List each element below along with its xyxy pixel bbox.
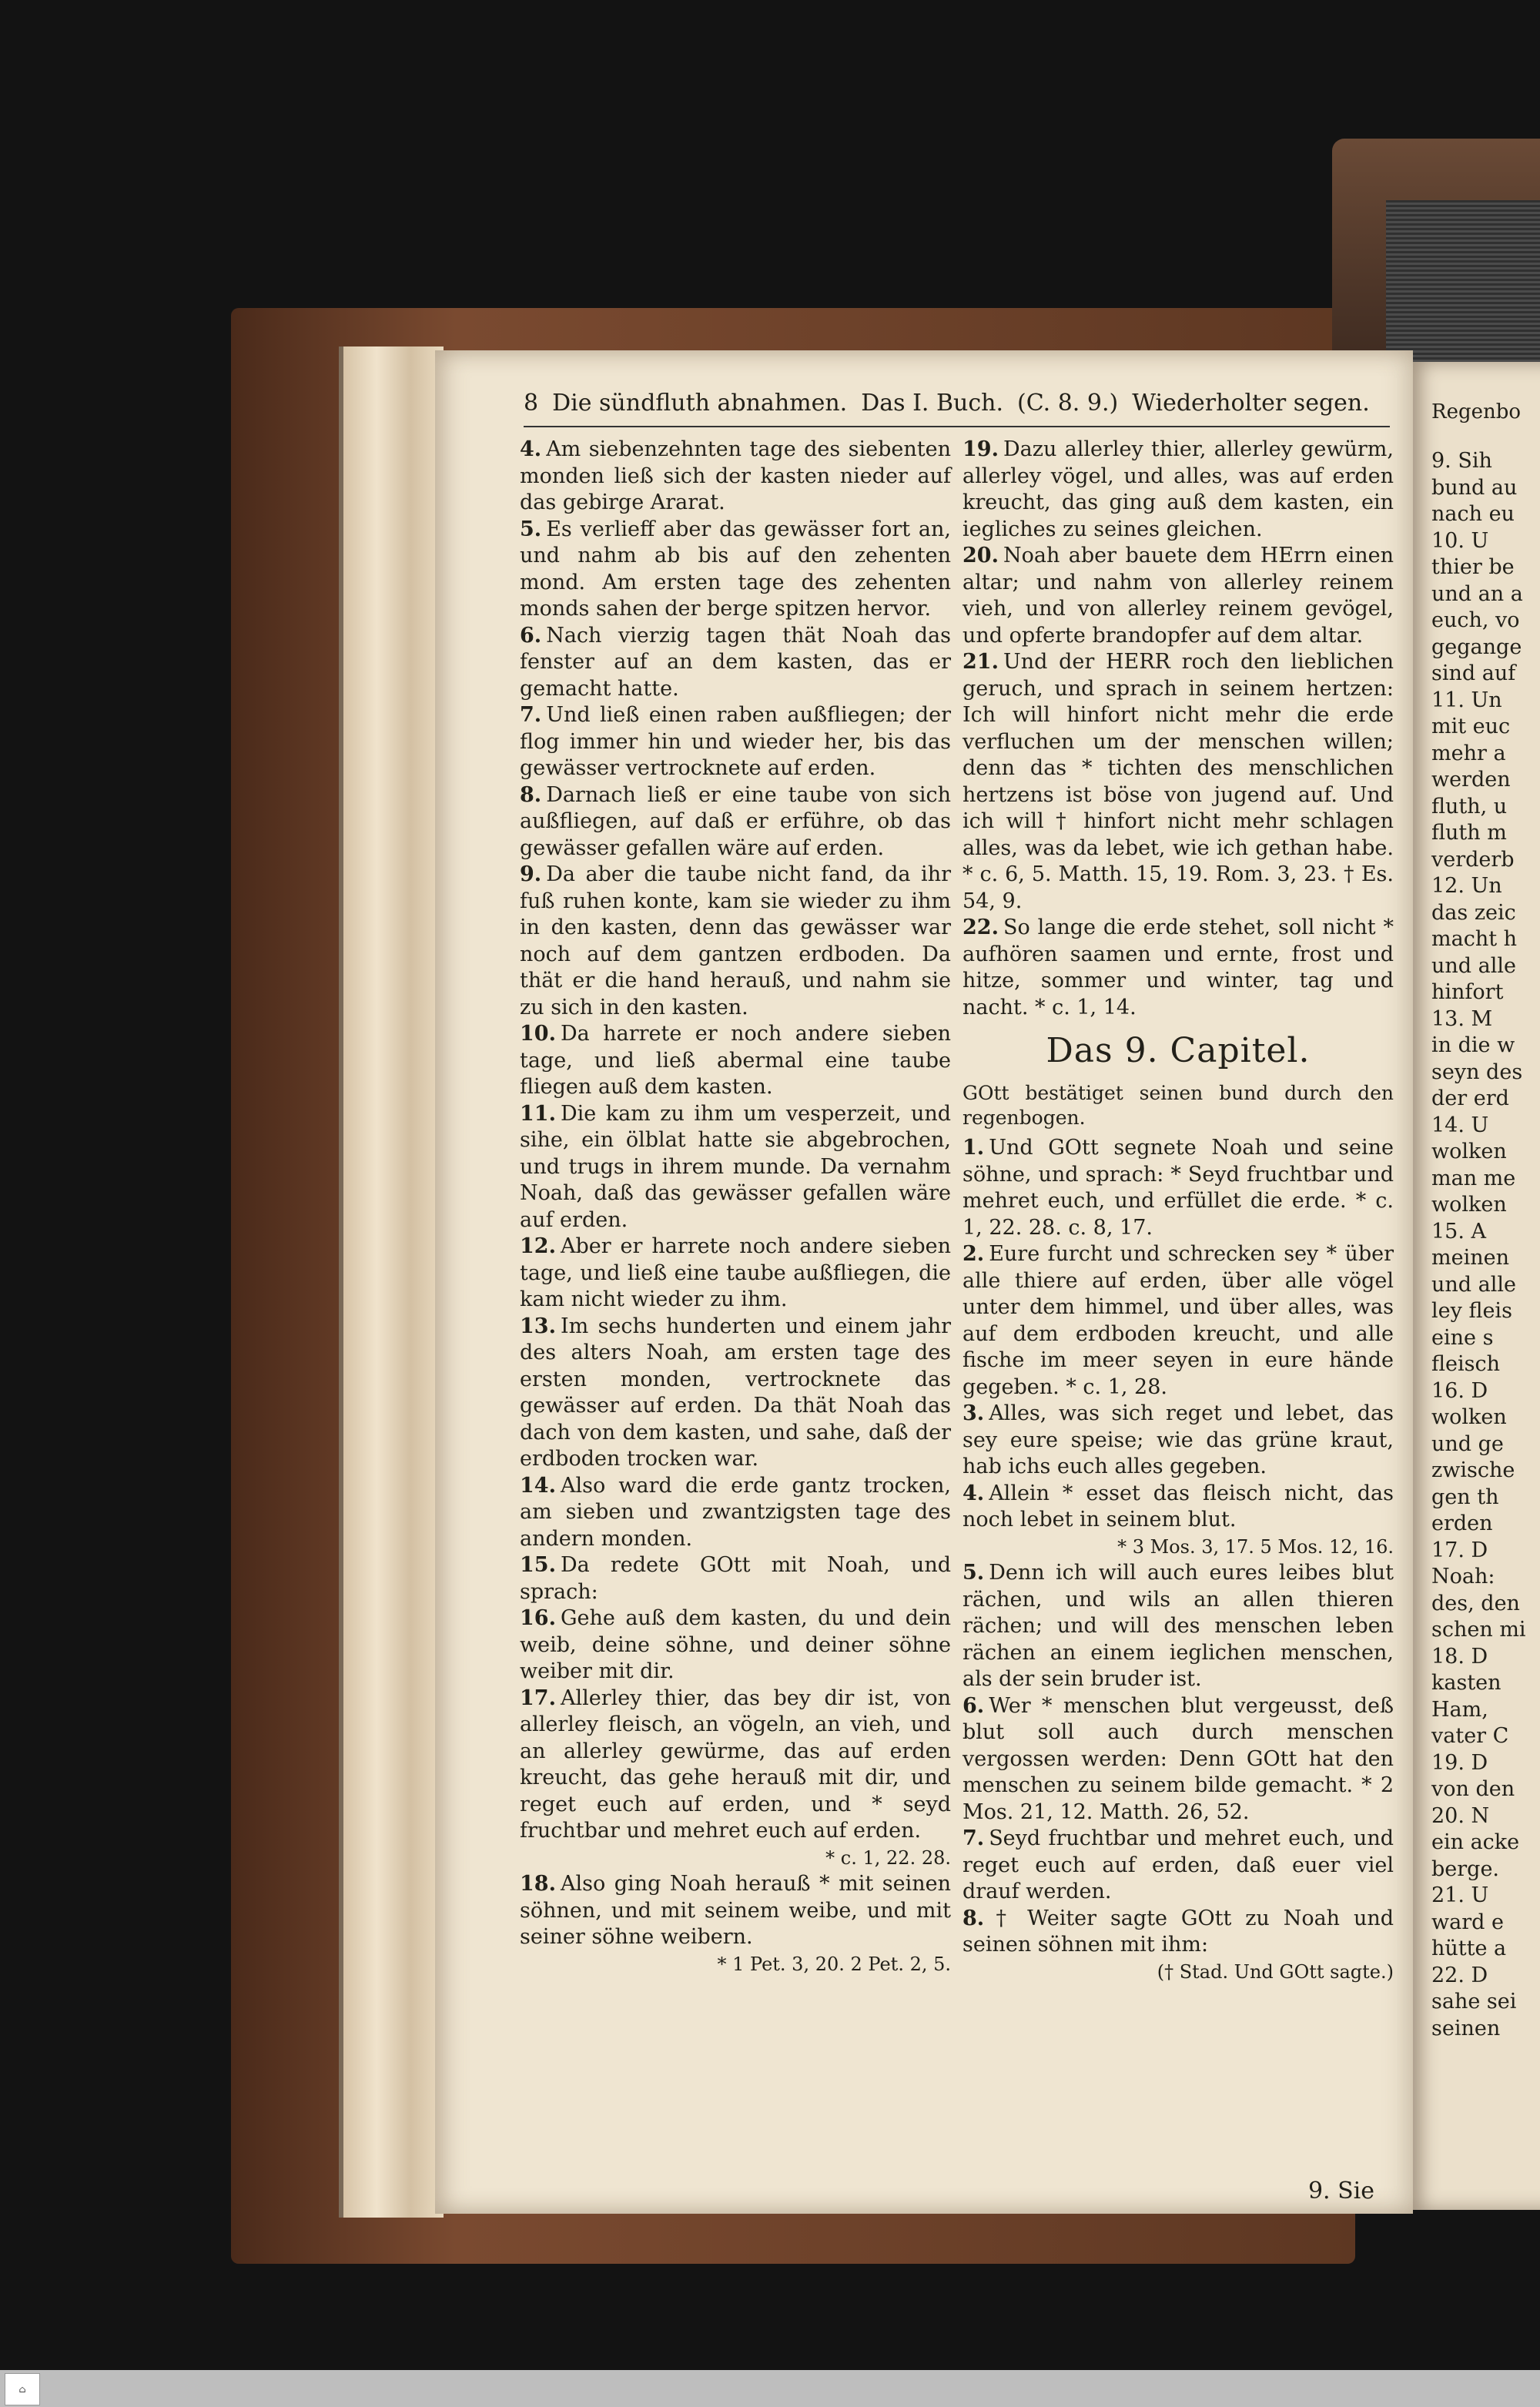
next-page-line: schen mi	[1431, 1618, 1526, 1642]
next-page-line: seyn des	[1431, 1060, 1523, 1084]
verse-number: 7.	[962, 1826, 985, 1850]
next-page-line: erden	[1431, 1511, 1493, 1535]
verse-number: 2.	[962, 1242, 985, 1266]
verse-number: 10.	[520, 1022, 556, 1046]
next-page-line: wolken	[1431, 1140, 1507, 1163]
next-page-line: von den	[1431, 1777, 1515, 1801]
verse-text: Und GOtt segnete Noah und seine söhne, und sprach: * Seyd fruchtbar und mehret euch, und erfüllet die erde. * c. 1, 22. 28. c. 8, 17.	[962, 1136, 1394, 1240]
verse	[962, 1135, 1394, 1241]
chapter-title: Das 9. Capitel.	[1046, 1031, 1311, 1070]
chapter-summary: GOtt bestätiget seinen bund durch den regenbogen.	[962, 1082, 1394, 1129]
verse-text: So lange die erde stehet, soll nicht * aufhören saamen und ernte, frost und hitze, sommer und winter, tag und nacht. * c. 1, 14.	[962, 916, 1394, 1019]
next-page-line: 11. Un	[1431, 688, 1502, 712]
next-page-line: seinen	[1431, 2016, 1501, 2040]
verse-text: † Weiter sagte GOtt zu Noah und seinen söhnen mit ihm:	[962, 1906, 1394, 1957]
catchword: 9. Sie	[1307, 2178, 1374, 2204]
verse-text: Gehe auß dem kasten, du und dein weib, deine söhne, und deiner söhne weiber mit dir.	[520, 1606, 951, 1683]
verse-text: Also ward die erde gantz trocken, am sieben und zwantzigsten tage des andern monden.	[520, 1473, 951, 1551]
next-page-line: thier be	[1431, 555, 1515, 579]
next-page-line: Ham,	[1431, 1697, 1488, 1722]
verse	[520, 782, 951, 862]
verse-number: 9.	[520, 862, 542, 886]
next-page-line: hinfort	[1431, 980, 1504, 1004]
next-page-line: 20. N	[1431, 1803, 1490, 1828]
verse	[962, 1481, 1394, 1534]
next-page-line: fluth m	[1431, 821, 1507, 845]
verse	[962, 915, 1394, 1021]
verse-number: 13.	[520, 1314, 556, 1338]
verse-text: Noah aber bauete dem HErrn einen altar; und nahm von allerley reinem vieh, und von allerley reinem gevögel, und opferte brandopfer auf dem altar.	[962, 544, 1394, 648]
next-page-line: mit euc	[1431, 715, 1511, 738]
running-header	[524, 381, 1390, 426]
verse-text: Wer * menschen blut vergeusst, deß blut soll auch durch menschen vergossen werden: Denn GOtt hat den menschen zu seinem bilde gemacht. * 2 Mos. 21, 12. Matth. 26, 52.	[962, 1693, 1394, 1824]
verse-number: 4.	[520, 437, 542, 461]
next-page-line: der erd	[1431, 1086, 1509, 1110]
verse-number: 1.	[962, 1136, 985, 1160]
verse-number: 5.	[520, 517, 542, 541]
verse-text: Da aber die taube nicht fand, da ihr fuß ruhen konte, kam sie wieder zu ihm in den kasten, denn das gewässer war noch auf dem gantzen erdboden. Da thät er die hand herauß, und nahm sie zu sich in den kasten.	[520, 862, 951, 1019]
verse	[520, 1686, 951, 1845]
next-page-header: Regenbo	[1431, 400, 1522, 423]
next-page-line: euch, vo	[1431, 608, 1520, 632]
next-page-line: 12. Un	[1431, 874, 1502, 898]
verse-number: 14.	[520, 1473, 556, 1498]
next-page-line: 22. D	[1431, 1963, 1488, 1987]
next-page-line: und alle	[1431, 953, 1516, 978]
verse-text: Alles, was sich reget und lebet, das sey eure speise; wie das grüne kraut, hab ichs euch alles gegeben.	[962, 1401, 1394, 1478]
verse	[520, 1101, 951, 1234]
next-page-partial	[1413, 362, 1540, 2210]
next-page-line: und an a	[1431, 581, 1523, 606]
verse-reference	[520, 1951, 951, 1978]
verse-text: Aber er harrete noch andere sieben tage, und ließ eine taube außfliegen, die kam nicht wieder zu ihm.	[520, 1234, 951, 1311]
verse	[520, 1552, 951, 1605]
verse-text: Und ließ einen raben außfliegen; der flog immer hin und wieder her, bis das gewässer vertrocknete auf erden.	[520, 703, 951, 780]
next-page-line: wolken	[1431, 1193, 1507, 1217]
verse-text: Nach vierzig tagen thät Noah das fenster auf an dem kasten, das er gemacht hatte.	[520, 623, 951, 701]
verse-text: Am siebenzehnten tage des siebenten monden ließ sich der kasten nieder auf das gebirge Ararat.	[520, 437, 951, 514]
verse-number: 12.	[520, 1234, 556, 1258]
next-page-line: mehr a	[1431, 741, 1506, 765]
verse-number: 6.	[962, 1693, 985, 1718]
next-page-line: man me	[1431, 1166, 1516, 1190]
verse	[520, 1314, 951, 1473]
verse-text: Dazu allerley thier, allerley gewürm, allerley vögel, und alles, was auf erden kreucht, das ging auß dem kasten, ein iegliches zu seines gleichen.	[962, 437, 1394, 541]
next-page-line: hütte a	[1431, 1937, 1507, 1960]
verse-text: Im sechs hunderten und einem jahr des alters Noah, am ersten tage des ersten monden, vertrocknete das gewässer auf erden. Da thät Noah das dach von dem kasten, und sahe, daß der erdboden trocken war.	[520, 1314, 951, 1471]
verse-number: 17.	[520, 1686, 556, 1710]
verse-text: Seyd fruchtbar und mehret euch, und reget euch auf erden, daß euer viel drauf werden.	[962, 1826, 1394, 1903]
next-page-line: ein acke	[1431, 1830, 1520, 1854]
next-page-line: 9. Sih	[1431, 449, 1492, 473]
library-logo-icon: ⌂	[5, 2373, 40, 2405]
verse-number: 8.	[520, 782, 542, 807]
verse-number: 21.	[962, 650, 999, 674]
next-page-line: fluth, u	[1431, 794, 1508, 819]
verse-text: Da redete GOtt mit Noah, und sprach:	[520, 1553, 951, 1604]
verses-chapter-9	[962, 1135, 1394, 1985]
verse-reference	[520, 1845, 951, 1872]
verse	[962, 543, 1394, 649]
verse	[520, 1871, 951, 1951]
verse-number: 7.	[520, 703, 542, 727]
verse	[520, 862, 951, 1021]
next-page-line: ward e	[1431, 1910, 1504, 1934]
verse-text: († Stad. Und GOtt sagte.)	[1157, 1960, 1394, 1983]
verse-number: 15.	[520, 1553, 556, 1577]
next-page-line: 15. A	[1431, 1219, 1487, 1244]
verse-text: * 3 Mos. 3, 17. 5 Mos. 12, 16.	[1117, 1535, 1394, 1558]
next-page-line: wolken	[1431, 1405, 1507, 1429]
verse-text: Darnach ließ er eine taube von sich außfliegen, auf daß er erführe, ob das gewässer gefallen wäre auf erden.	[520, 782, 951, 860]
verse	[962, 1906, 1394, 1959]
verse-text: Allein * esset das fleisch nicht, das noch lebet in seinem blut.	[962, 1481, 1394, 1532]
next-page-line: zwische	[1431, 1458, 1515, 1482]
next-page-line: Noah:	[1431, 1565, 1495, 1588]
verse-number: 8.	[962, 1906, 985, 1930]
verse	[520, 1021, 951, 1101]
next-page-line: 13. M	[1431, 1006, 1493, 1031]
header-topic: Wiederholter segen.	[1132, 390, 1370, 417]
next-page-line: des, den	[1431, 1591, 1520, 1615]
next-page-line: gegange	[1431, 634, 1522, 659]
next-page-line: 14. U	[1431, 1113, 1489, 1137]
verse-number: 16.	[520, 1606, 556, 1630]
verse-number: 22.	[962, 916, 999, 939]
verse-text: Da harrete er noch andere sieben tage, und ließ abermal eine taube fliegen auß dem kasten.	[520, 1022, 951, 1099]
verse-number: 11.	[520, 1101, 556, 1126]
verse	[962, 1241, 1394, 1401]
book-page	[435, 350, 1413, 2214]
verse	[520, 623, 951, 703]
verse	[520, 437, 951, 517]
next-page-line: sahe sei	[1431, 1990, 1517, 2014]
verse	[520, 702, 951, 782]
verse	[520, 1605, 951, 1686]
verse-number: 3.	[962, 1401, 985, 1425]
next-page-line: werden	[1431, 768, 1511, 792]
running-title: Die sündfluth abnahmen.	[552, 390, 848, 417]
verse	[520, 1234, 951, 1314]
book-title: Das I. Buch.	[861, 390, 1004, 417]
next-page-line: macht h	[1431, 927, 1518, 951]
verse	[962, 1826, 1394, 1906]
verse	[520, 1473, 951, 1553]
verse-text: Eure furcht und schrecken sey * über alle thiere auf erden, über alle vögel unter dem himmel, und über alles, was auf dem erdboden kreucht, und alle fische im meer seyen in eure hände gegeben. * c. 1, 28.	[962, 1242, 1394, 1399]
next-page-line: ley fleis	[1431, 1299, 1512, 1323]
verse	[962, 1560, 1394, 1693]
verse-text: Die kam zu ihm um vesperzeit, und sihe, ein ölblat hatte sie abgebrochen, und trugs in ihrem munde. Da vernahm Noah, daß das gewässer gefallen wäre auf erden.	[520, 1101, 951, 1232]
verse-text: * 1 Pet. 3, 20. 2 Pet. 2, 5.	[717, 1953, 951, 1975]
verse-reference	[962, 1959, 1394, 1986]
next-page-line: gen th	[1431, 1485, 1499, 1509]
verse-text: * c. 1, 22. 28.	[825, 1846, 951, 1869]
next-page-line: 17. D	[1431, 1538, 1488, 1562]
next-page-lines	[1431, 448, 1526, 2042]
verse-reference	[962, 1534, 1394, 1561]
right-column	[962, 437, 1394, 1985]
next-page-line: nach eu	[1431, 502, 1515, 526]
verse	[962, 1693, 1394, 1826]
chapter-ref: (C. 8. 9.)	[1017, 390, 1119, 417]
viewer-bottom-bar	[0, 2370, 1540, 2407]
page-number: 8	[524, 390, 539, 417]
verse-number: 6.	[520, 623, 542, 648]
header-rule	[524, 426, 1390, 427]
verse	[962, 649, 1394, 915]
next-page-line: fleisch	[1431, 1352, 1500, 1376]
verse-text: Es verlieff aber das gewässer fort an, und nahm ab bis auf den zehenten mond. Am ersten tage des zehenten monds sahen der berge spitzen hervor.	[520, 517, 951, 621]
verse	[962, 437, 1394, 543]
next-page-line: 21. U	[1431, 1883, 1489, 1907]
next-page-line: berge.	[1431, 1856, 1500, 1881]
verse-text: Und der HERR roch den lieblichen geruch, und sprach in seinem hertzen: Ich will hinfort nicht mehr die erde verfluchen um der menschen willen; denn das * tichten des menschlichen hertzens ist böse von jugend auf. Und ich will † hinfort nicht mehr schlagen alles, was da lebet, wie ich gethan habe. * c. 6, 5. Matth. 15, 19. Rom. 3, 23. † Es. 54, 9.	[962, 650, 1394, 913]
left-column	[520, 437, 951, 1977]
verse-number: 4.	[962, 1481, 985, 1505]
next-page-line: kasten	[1431, 1671, 1502, 1695]
left-page-edge	[339, 346, 444, 2218]
next-page-line: sind auf	[1431, 661, 1516, 685]
next-page-line: 19. D	[1431, 1750, 1488, 1775]
verse-number: 19.	[962, 437, 999, 461]
verse-text: Denn ich will auch eures leibes blut rächen, und wils an allen thieren rächen; und will des menschen leben rächen an einem ieglichen menschen, als der sein bruder ist.	[962, 1561, 1394, 1691]
next-page-line: und ge	[1431, 1431, 1504, 1456]
verses-chapter-8	[962, 437, 1394, 1021]
next-page-line: bund au	[1431, 475, 1518, 500]
next-page-line: in die w	[1431, 1033, 1515, 1057]
next-page-line: das zeic	[1431, 900, 1516, 925]
verse	[520, 517, 951, 623]
verse-number: 18.	[520, 1872, 556, 1896]
verse	[962, 1401, 1394, 1481]
next-page-line: und alle	[1431, 1272, 1516, 1297]
next-page-line: 16. D	[1431, 1378, 1488, 1403]
next-page-line: 18. D	[1431, 1644, 1488, 1669]
next-page-line: verderb	[1431, 847, 1515, 872]
verse-number: 5.	[962, 1561, 985, 1585]
verse-number: 20.	[962, 544, 999, 567]
next-page-line: 10. U	[1431, 528, 1489, 553]
next-page-line: eine s	[1431, 1325, 1494, 1350]
verse-text: Allerley thier, das bey dir ist, von allerley fleisch, an vögeln, an vieh, und an allerley gewürme, das auf erden kreucht, das gehe herauß mit dir, und reget euch auf erden, und * seyd fruchtbar und mehret euch auf erden.	[520, 1686, 951, 1843]
next-page-line: meinen	[1431, 1246, 1509, 1270]
next-page-line: vater C	[1431, 1724, 1509, 1748]
verse-text: Also ging Noah herauß * mit seinen söhnen, und mit seinem weibe, und mit seiner söhne weibern.	[520, 1872, 951, 1949]
